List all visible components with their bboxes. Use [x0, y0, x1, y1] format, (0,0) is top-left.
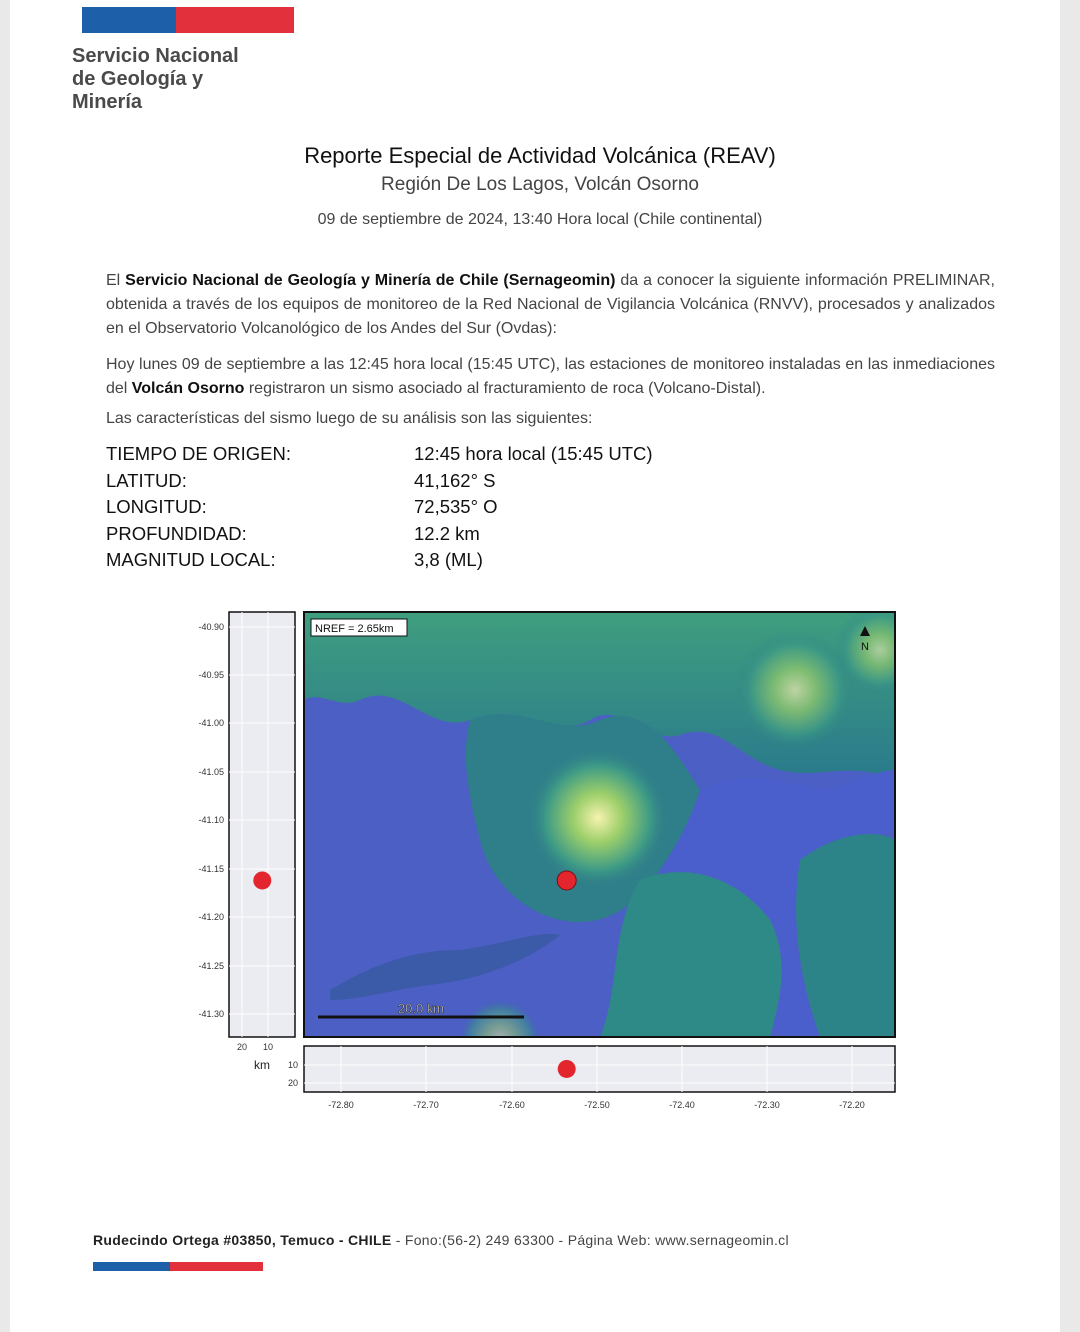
svg-text:-72.60: -72.60	[499, 1100, 525, 1110]
flag-bar-bottom	[93, 1262, 263, 1271]
svg-text:-72.20: -72.20	[839, 1100, 865, 1110]
svg-text:-41.15: -41.15	[198, 864, 224, 874]
event-marker-depth-side	[253, 871, 271, 889]
svg-text:-41.25: -41.25	[198, 961, 224, 971]
lat-axis	[198, 622, 224, 1019]
param-row: LATITUD: 41,162° S	[106, 469, 496, 491]
scale-label: 20.0 km	[397, 1001, 445, 1016]
footer-contact: Rudecindo Ortega #03850, Temuco - CHILE - Fono:(56-2) 249 63300 - Página Web: www.sernageomin.cl	[93, 1232, 789, 1248]
depth-bottom-axis	[288, 1060, 298, 1088]
svg-text:-40.95: -40.95	[198, 670, 224, 680]
svg-text:-72.70: -72.70	[413, 1100, 439, 1110]
event-marker-map	[557, 871, 576, 890]
km-label: km	[254, 1058, 270, 1072]
svg-text:20: 20	[236, 1042, 248, 1052]
param-row: MAGNITUD LOCAL: 3,8 (ML)	[106, 549, 483, 570]
svg-text:-72.50: -72.50	[584, 1100, 610, 1110]
svg-text:-72.80: -72.80	[328, 1100, 354, 1110]
svg-text:20: 20	[287, 1078, 298, 1088]
report-date: 09 de septiembre de 2024, 13:40 Hora local (Chile continental)	[317, 211, 763, 228]
depth-bottom-panel	[304, 1046, 895, 1092]
org-line-3: Minería	[72, 91, 143, 113]
svg-text:10: 10	[262, 1042, 274, 1052]
characteristics-intro: Las características del sismo luego de su análisis son las siguientes:	[106, 410, 593, 427]
svg-text:-41.20: -41.20	[198, 912, 224, 922]
report-subtitle: Región De Los Lagos, Volcán Osorno	[381, 174, 699, 195]
svg-text:-72.30: -72.30	[754, 1100, 780, 1110]
svg-text:N: N	[861, 641, 869, 653]
org-line-1: Servicio Nacional	[72, 45, 239, 67]
org-line-2: de Geología y	[72, 68, 204, 90]
lon-axis	[328, 1100, 865, 1110]
svg-text:-41.00: -41.00	[198, 718, 224, 728]
nref-label: NREF = 2.65km	[315, 623, 394, 635]
svg-text:10: 10	[287, 1060, 298, 1070]
param-row: LONGITUD: 72,535° O	[106, 496, 498, 517]
param-row: PROFUNDIDAD: 12.2 km	[106, 522, 480, 544]
depth-side-panel	[229, 612, 295, 1037]
svg-text:-40.90: -40.90	[198, 622, 224, 632]
svg-text:-72.40: -72.40	[669, 1100, 695, 1110]
svg-text:-41.30: -41.30	[198, 1009, 224, 1019]
intro-paragraph: El Servicio Nacional de Geología y Minería de Chile (Sernageomin) da a conocer la siguiente información PRELIMINAR, obtenida a través de los equipos de monitoreo de la Red Nacional de Vigilancia Volcánica (RNVV), procesados y analizados en el Observatorio Volcanológico de los Andes del Sur (Ovdas):	[106, 272, 996, 337]
svg-text:-41.05: -41.05	[198, 767, 224, 777]
depth-side-axis	[237, 1042, 273, 1052]
event-marker-depth-bottom	[558, 1060, 576, 1078]
event-paragraph: Hoy lunes 09 de septiembre a las 12:45 hora local (15:45 UTC), las estaciones de monitoreo instaladas en las inmediaciones del Volcán Osorno registraron un sismo asociado al fracturamiento de roca (Volcano-Distal).	[106, 356, 995, 397]
svg-text:-41.10: -41.10	[198, 815, 224, 825]
report-title: Reporte Especial de Actividad Volcánica (REAV)	[304, 143, 776, 168]
param-row: TIEMPO DE ORIGEN: 12:45 hora local (15:45 UTC)	[106, 443, 653, 464]
